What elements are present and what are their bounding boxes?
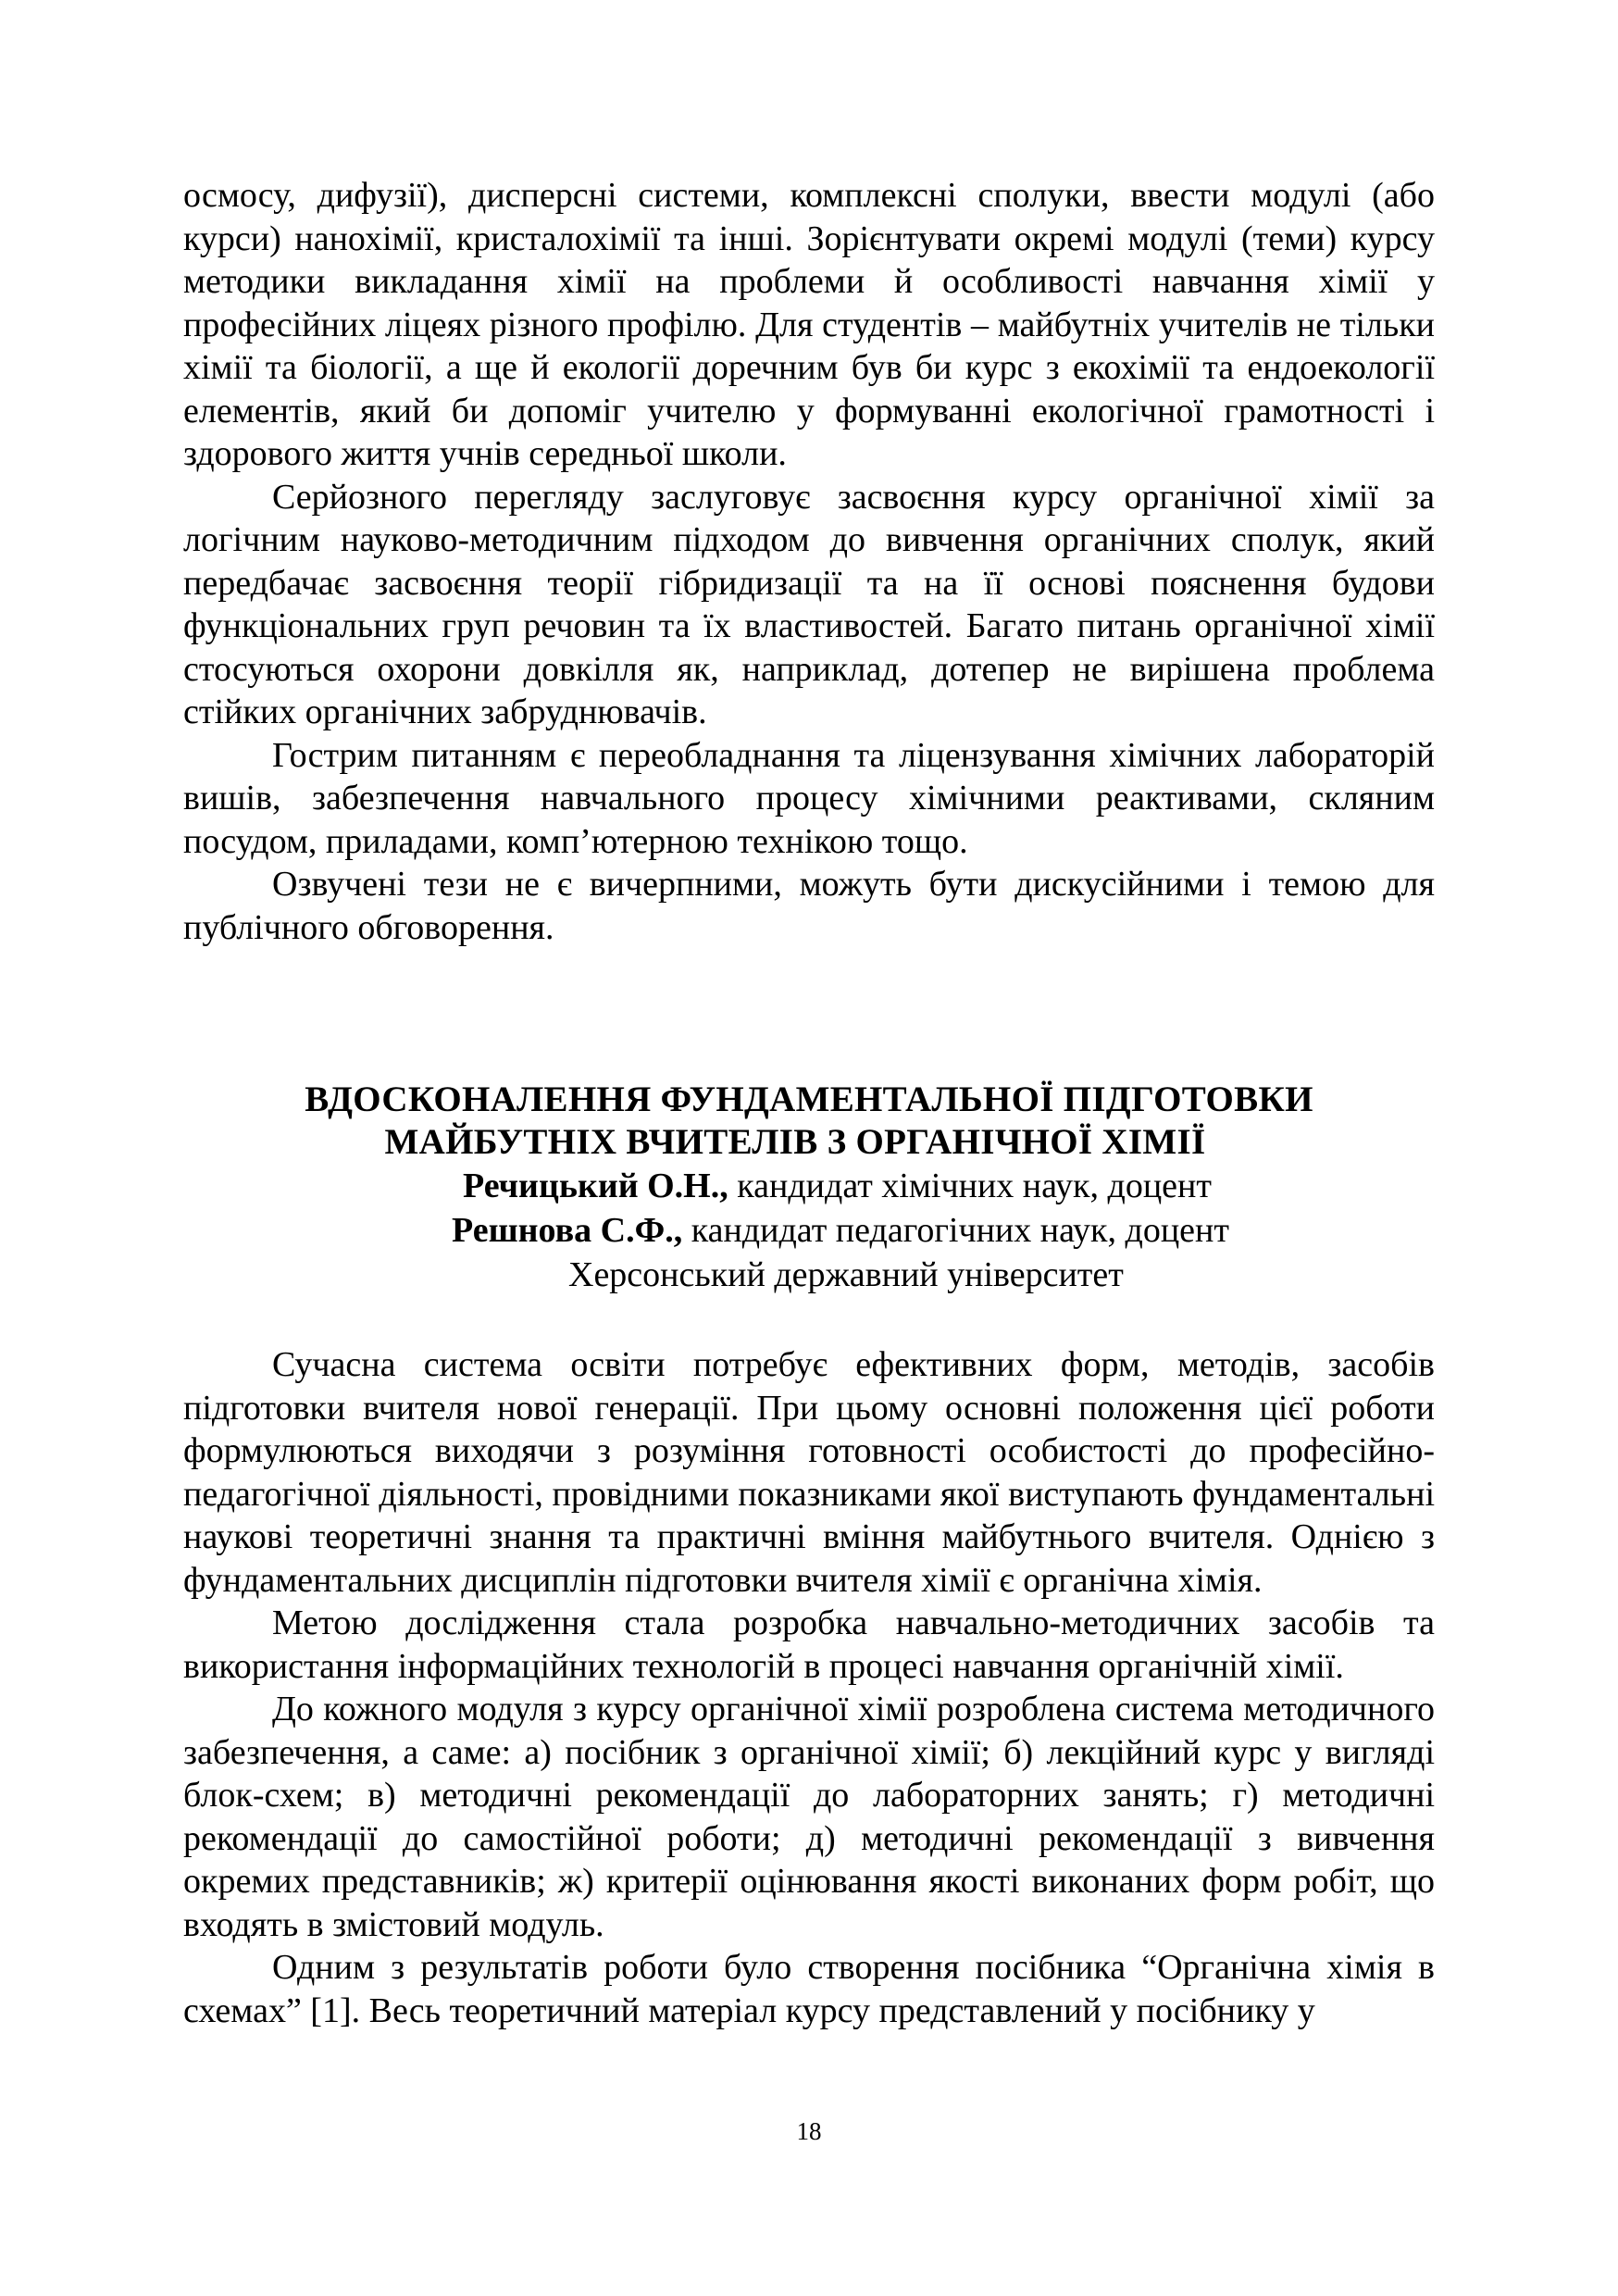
page-number: 18: [796, 2117, 822, 2145]
body-paragraph: Гострим питанням є переобладнання та ліцензування хімічних лабораторій вишів, забезпечення навчального процесу хімічними реактивами, скляним посудом, приладами, комп’ютерною технікою тощо.: [183, 735, 1435, 861]
section-gap: [183, 1297, 1435, 1343]
section-gap: [183, 949, 1435, 1079]
article-header: [183, 1079, 1435, 1297]
previous-article-conclusion: [183, 174, 1435, 949]
body-paragraph: Озвучені тези не є вичерпними, можуть бути дискусійними і темою для публічного обговорення.: [183, 865, 1435, 947]
author-line: [183, 1208, 1435, 1253]
article-body: [183, 1343, 1435, 2032]
body-paragraph: осмосу, дифузії), дисперсні системи, комплексні сполуки, ввести модулі (або курси) нанохімії, кристалохімії та інші. Зорієнтувати окремі модулі (теми) курсу методики викладання хімії на проблеми й особливості навчання хімії у професійних ліцеях різного профілю. Для студентів – майбутніх учителів не тільки хімії та біології, а ще й екології доречним був би курс з екохімії та ендоекології елементів, який би допоміг учителю у формуванні екологічної грамотності і здорового життя учнів середньої школи.: [183, 176, 1435, 473]
body-paragraph: Серйозного перегляду заслуговує засвоєння курсу органічної хімії за логічним науково-методичним підходом до вивчення органічних сполук, який передбачає засвоєння теорії гібридизації та на її основі пояснення будови функціональних груп речовин та їх властивостей. Багато питань органічної хімії стосуються охорони довкілля як, наприклад, дотепер не вирішена проблема стійких органічних забруднювачів.: [183, 477, 1435, 731]
article-title-line: МАЙБУТНІХ ВЧИТЕЛІВ З ОРГАНІЧНОЇ ХІМІЇ: [384, 1122, 1206, 1162]
body-paragraph: Сучасна система освіти потребує ефективних форм, методів, засобів підготовки вчителя нової генерації. При цьому основні положення цієї роботи формулюються виходячи з розуміння готовності особистості до професійно-педагогічної діяльності, провідними показниками якої виступають фундаментальні наукові теоретичні знання та практичні вміння майбутнього вчителя. Однією з фундаментальних дисциплін підготовки вчителя хімії є органічна хімія.: [183, 1345, 1435, 1600]
body-paragraph: До кожного модуля з курсу органічної хімії розроблена система методичного забезпечення, а саме: а) посібник з органічної хімії; б) лекційний курс у вигляді блок-схем; в) методичні рекомендації до лабораторних занять; г) методичні рекомендації до самостійної роботи; д) методичні рекомендації з вивчення окремих представників; ж) критерії оцінювання якості виконаних форм робіт, що входять в змістовий модуль.: [183, 1690, 1435, 1944]
author-name: Речицький О.Н.,: [463, 1167, 728, 1205]
body-paragraph: Одним з результатів роботи було створення посібника “Органічна хімія в схемах” [1]. Весь теоретичний матеріал курсу представлений у посібнику у: [183, 1948, 1435, 2030]
page-content: [183, 174, 1435, 2032]
author-position: кандидат педагогічних наук, доцент: [682, 1211, 1229, 1250]
author-name: Решнова С.Ф.,: [452, 1211, 683, 1250]
article-title: [183, 1079, 1435, 1164]
affiliation: Херсонський державний університет: [568, 1255, 1124, 1294]
body-paragraph: Метою дослідження стала розробка навчально-методичних засобів та використання інформаційних технологій в процесі навчання органічній хімії.: [183, 1603, 1435, 1686]
author-line: [183, 1164, 1435, 1208]
author-position: кандидат хімічних наук, доцент: [728, 1167, 1212, 1205]
article-title-line: ВДОСКОНАЛЕННЯ ФУНДАМЕНТАЛЬНОЇ ПІДГОТОВКИ: [305, 1079, 1313, 1119]
